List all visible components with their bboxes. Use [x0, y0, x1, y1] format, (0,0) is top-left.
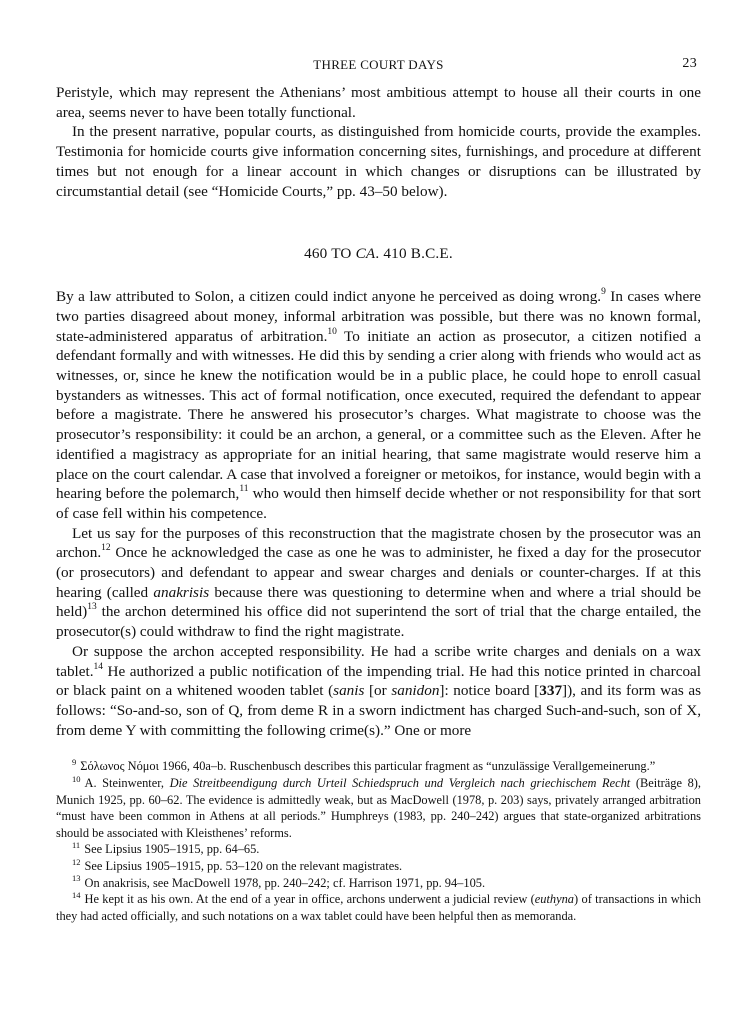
text-run: Once he acknowledged the case as one he was to administer, he fixed a day for the prosecutor (or prosecutors) and defendant to appear and swear charges and denials or counter-charges. If at this hearing (called [56, 544, 701, 601]
footnote-ref-13[interactable]: 13 [87, 602, 97, 613]
page-number: 23 [682, 56, 697, 71]
footnote-text: On anakrisis, see MacDowell 1978, pp. 240–242; cf. Harrison 1971, pp. 94–105. [84, 875, 486, 890]
footnotes [56, 758, 701, 924]
text-run: ]), and its form was as follows: “So-and-so, son of Q, from deme R in a sworn indictment has charged Such-and-such, son of X, from deme Y with committing the following crime(s).” One or more [56, 682, 702, 739]
text-run: Let us say for the purposes of this reconstruction that the magistrate chosen by the prosecutor was an archon. [56, 524, 701, 562]
text-run: To initiate an action as prosecutor, a citizen notified a defendant formally and with witnesses. He did this by sending a crier along with friends who would act as witnesses, or, since he knew the notification would be in a public place, he could hope to enroll casual bystanders as witnesses. This act of formal notification, once executed, required the defendant to appear before a magistrate. There he answered his prosecutor’s charges. What magistrate to choose was the prosecutor’s responsibility: it could be an archon, a general, or a committee such as the Eleven. After he identified a magistracy as appropriate for an initial hearing, that same magistrate would reserve him a place on the court calendar. A case that involved a foreigner or metoikos, for instance, would begin with a hearing before the polemarch, [56, 327, 702, 503]
text-run: By a law attributed to Solon, a citizen could indict anyone he perceived as doing wrong. [56, 288, 602, 306]
footnote-number: 11 [72, 840, 81, 851]
paragraph-archon-accepted [56, 642, 701, 741]
text-run: He authorized a public notification of the impending trial. He had this notice printed in charcoal or black paint on a whitened wooden tablet ( [56, 662, 701, 700]
footnote-number: 13 [72, 873, 81, 884]
footnote-ref-10[interactable]: 10 [327, 326, 337, 337]
footnote-9 [56, 758, 701, 775]
running-title: THREE COURT DAYS [313, 57, 444, 72]
paragraph-archon-chosen [56, 524, 701, 642]
footnote-number: 12 [72, 856, 81, 867]
section-heading [56, 245, 701, 263]
footnote-11 [56, 841, 701, 858]
footnote-text: ) of transactions in which they had acted officially, and such notations on a wax tablet could have been helpful then as memoranda. [56, 892, 701, 923]
text-run: the archon determined his office did not superintend the sort of trial that the charge entailed, the prosecutor(s) could withdraw to find the right magistrate. [56, 603, 701, 641]
paragraph-law-of-solon [56, 287, 701, 523]
text-run: because there was questioning to determine when and where a trial should be held) [56, 583, 702, 621]
running-header [56, 54, 701, 74]
term-sanis: sanis [333, 682, 365, 700]
text-run: In cases where two parties disagreed about money, informal arbitration was possible, but there was no known formal, state-administered apparatus of arbitration. [56, 288, 702, 345]
book-page [56, 54, 701, 924]
section-heading-pre: 460 TO [304, 245, 356, 263]
footnote-title-italic: Die Streitbeendigung durch Urteil Schiedspruch und Vergleich nach griechischem Recht [169, 775, 631, 790]
footnote-ref-12[interactable]: 12 [101, 543, 111, 554]
footnote-text: He kept it as his own. At the end of a year in office, archons underwent a judicial review ( [84, 892, 535, 907]
footnote-number: 10 [72, 773, 81, 784]
paragraph-present-narrative: In the present narrative, popular courts, as distinguished from homicide courts, provide the examples. Testimonia for homicide courts give information concerning sites, furnishings, and procedure at different times but not enough for a linear account in which changes or disruptions can be illustrated by circumstantial detail (see “Homicide Courts,” pp. 43–50 below). [56, 123, 701, 200]
footnote-text: See Lipsius 1905–1915, pp. 64–65. [84, 842, 260, 857]
footnote-14 [56, 891, 701, 924]
footnote-12 [56, 858, 701, 875]
section-heading-post: . 410 B.C.E. [375, 245, 453, 263]
footnote-text: Σόλωνος Νόμοι 1966, 40a–b. Ruschenbusch describes this particular fragment as “unzulässige Verallgemeinerung.” [80, 759, 656, 774]
footnote-13 [56, 875, 701, 892]
text-run: [or [364, 682, 392, 700]
figure-reference: 337 [539, 682, 563, 700]
term-euthyna: euthyna [534, 892, 575, 907]
footnote-text: See Lipsius 1905–1915, pp. 53–120 on the relevant magistrates. [84, 858, 403, 873]
footnote-text: (Beiträge 8), Munich 1925, pp. 60–62. The evidence is admittedly weak, but as MacDowell (1978, p. 203) says, privately arranged arbitration “must have been common in Athens at all periods.” Humphreys (1983, pp. 240–242) argues that state-organized arbitrations should be associated with Kleisthenes’ reforms. [56, 775, 701, 840]
paragraph-peristyle: Peristyle, which may represent the Athenians’ most ambitious attempt to house all their courts in one area, seems never to have been totally functional. [56, 84, 701, 121]
footnote-ref-14[interactable]: 14 [93, 661, 104, 672]
term-anakrisis: anakrisis [153, 583, 210, 601]
text-run: who would then himself decide whether or not responsibility for that sort of case fell within his competence. [56, 485, 701, 522]
term-sanidon: sanidon [391, 682, 440, 700]
footnote-number: 14 [72, 890, 81, 901]
text-run: ]: notice board [ [439, 682, 540, 700]
footnote-ref-11[interactable]: 11 [239, 484, 249, 495]
footnote-ref-9[interactable]: 9 [601, 287, 606, 298]
footnote-number: 9 [72, 757, 77, 768]
text-run: Or suppose the archon accepted responsibility. He had a scribe write charges and denials on a wax tablet. [56, 642, 701, 680]
footnote-10 [56, 775, 701, 841]
section-heading-italic: CA [355, 245, 376, 263]
footnote-text: A. Steinwenter, [84, 775, 170, 790]
